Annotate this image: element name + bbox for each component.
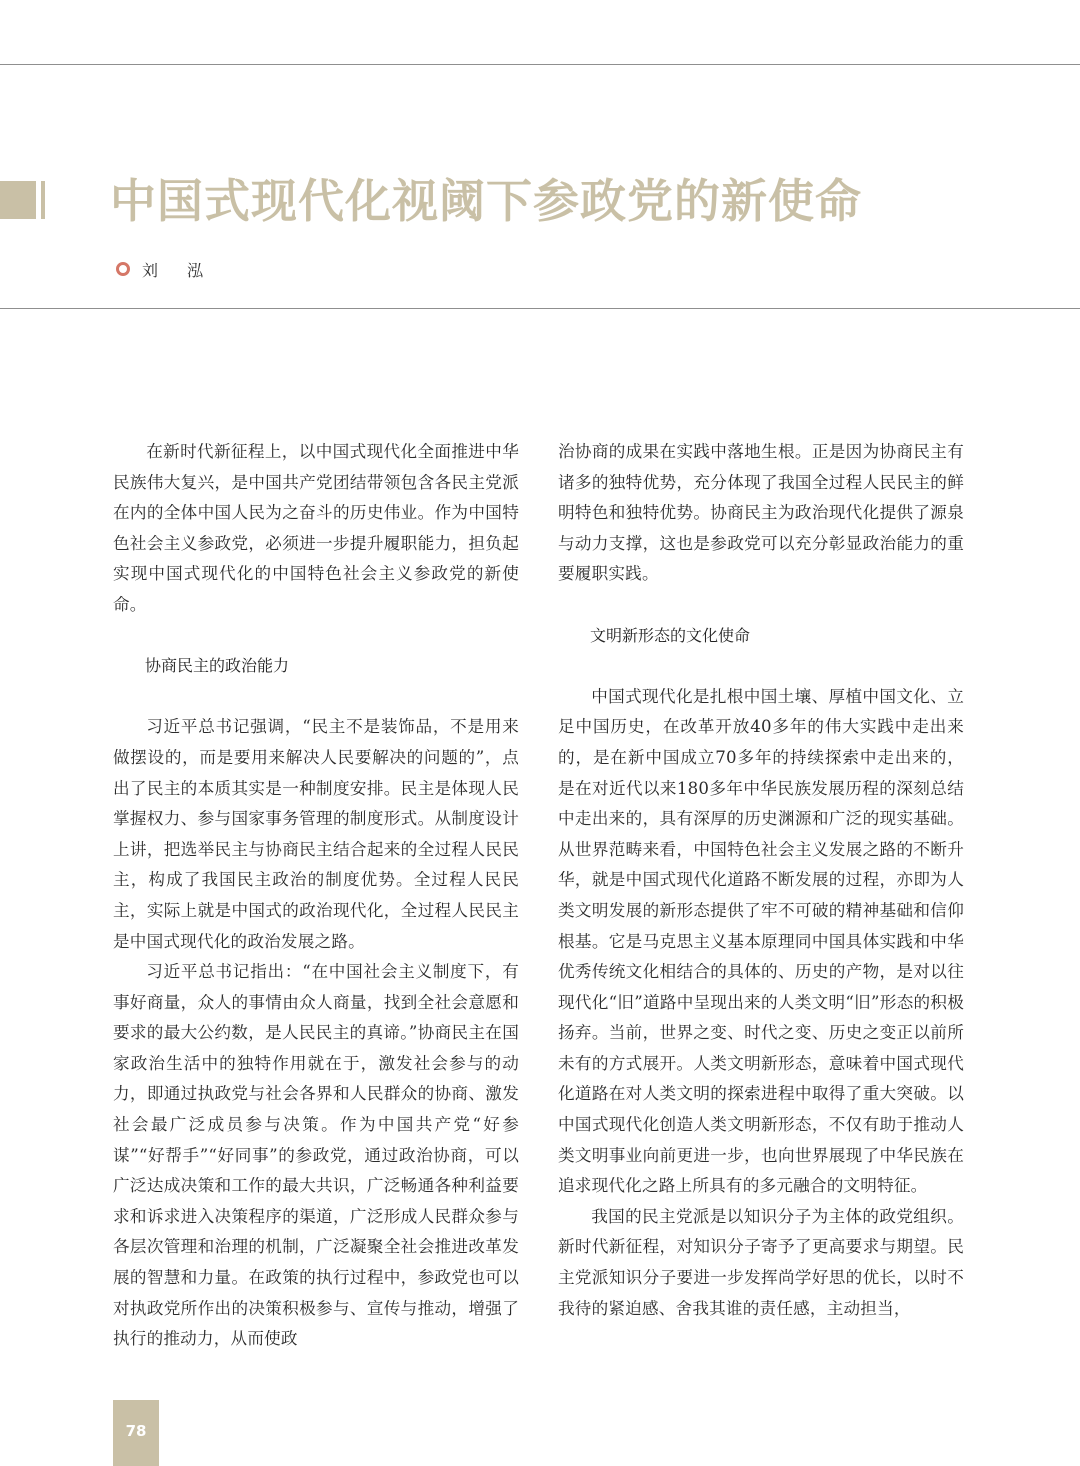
spacer (558, 651, 964, 682)
title-bar-decoration (0, 181, 36, 219)
page-number-tab (113, 1400, 159, 1466)
body-paragraph: 习近平总书记指出：“在中国社会主义制度下，有事好商量，众人的事情由众人商量，找到全社会意愿和要求的最大公约数，是人民民主的真谛。”协商民主在国家政治生活中的独特作用就在于，激发社会参与的动力，即通过执政党与社会各界和人民群众的协商、激发社会最广泛成员参与决策。作为中国共产党“好参谋”“好帮手”“好同事”的参政党，通过政治协商，可以广泛达成决策和工作的最大共识，广泛畅通各种利益要求和诉求进入决策程序的渠道，广泛形成人民群众参与各层次管理和治理的机制，广泛凝聚全社会推进改革发展的智慧和力量。在政策的执行过程中，参政党也可以对执政党所作出的决策积极参与、宣传与推动，增强了执行的推动力，从而使政 (113, 962, 519, 1349)
continued-paragraph: 治协商的成果在实践中落地生根。正是因为协商民主有诸多的独特优势，充分体现了我国全过程人民民主的鲜明特色和独特优势。协商民主为政治现代化提供了源泉与动力支撑，这也是参政党可以充分彰显政治能力的重要履职实践。 (558, 442, 964, 584)
section-heading-consultative-democracy: 协商民主的政治能力 (145, 656, 290, 676)
author-line (116, 258, 215, 280)
header-rule-top (0, 64, 1080, 65)
header-rule-bottom (0, 308, 1080, 309)
circle-marker-icon (116, 262, 130, 276)
body-paragraph: 习近平总书记强调，“民主不是装饰品，不是用来做摆设的，而是要用来解决人民要解决的问题的”，点出了民主的本质其实是一种制度安排。民主是体现人民掌握权力、参与国家事务管理的制度形式。从制度设计上讲，把选举民主与协商民主结合起来的全过程人民民主，构成了我国民主政治的制度优势。全过程人民民主，实际上就是中国式的政治现代化，全过程人民民主是中国式现代化的政治发展之路。 (113, 717, 519, 951)
body-paragraph: 中国式现代化是扎根中国土壤、厚植中国文化、立足中国历史，在改革开放40多年的伟大实践中走出来的，是在新中国成立70多年的持续探索中走出来的，是在对近代以来180多年中华民族发展历程的深刻总结中走出来的，具有深厚的历史渊源和广泛的现实基础。从世界范畴来看，中国特色社会主义发展之路的不断升华，就是中国式现代化道路不断发展的过程，亦即为人类文明发展的新形态提供了牢不可破的精神基础和信仰根基。它是马克思主义基本原理同中国具体实践和中华优秀传统文化相结合的具体的、历史的产物，是对以往现代化“旧”道路中呈现出来的人类文明“旧”形态的积极扬弃。当前，世界之变、时代之变、历史之变正以前所未有的方式展开。人类文明新形态，意味着中国式现代化道路在对人类文明的探索进程中取得了重大突破。以中国式现代化创造人类文明新形态，不仅有助于推动人类文明事业向前更进一步，也向世界展现了中华民族在追求现代化之路上所具有的多元融合的文明特征。 (558, 686, 964, 1196)
spacer (558, 590, 964, 621)
title-bar-thin-decoration (41, 181, 45, 219)
body-paragraph: 我国的民主党派是以知识分子为主体的政党组织。新时代新征程，对知识分子寄予了更高要求与期望。民主党派知识分子要进一步发挥尚学好思的优长，以时不我待的紧迫感、舍我其谁的责任感，主动担当， (558, 1206, 964, 1318)
author-name: 刘 泓 (142, 260, 216, 280)
left-column (113, 437, 519, 1355)
right-column (558, 437, 964, 1324)
page-number: 78 (125, 1422, 147, 1440)
section-heading-civilization: 文明新形态的文化使命 (590, 625, 751, 645)
article-title: 中国式现代化视阈下参政党的新使命 (110, 174, 862, 228)
spacer (113, 621, 519, 652)
intro-paragraph: 在新时代新征程上，以中国式现代化全面推进中华民族伟大复兴，是中国共产党团结带领包含各民主党派在内的全体中国人民为之奋斗的历史伟业。作为中国特色社会主义参政党，必须进一步提升履职能力，担负起实现中国式现代化的中国特色社会主义参政党的新使命。 (113, 442, 519, 614)
spacer (113, 682, 519, 713)
